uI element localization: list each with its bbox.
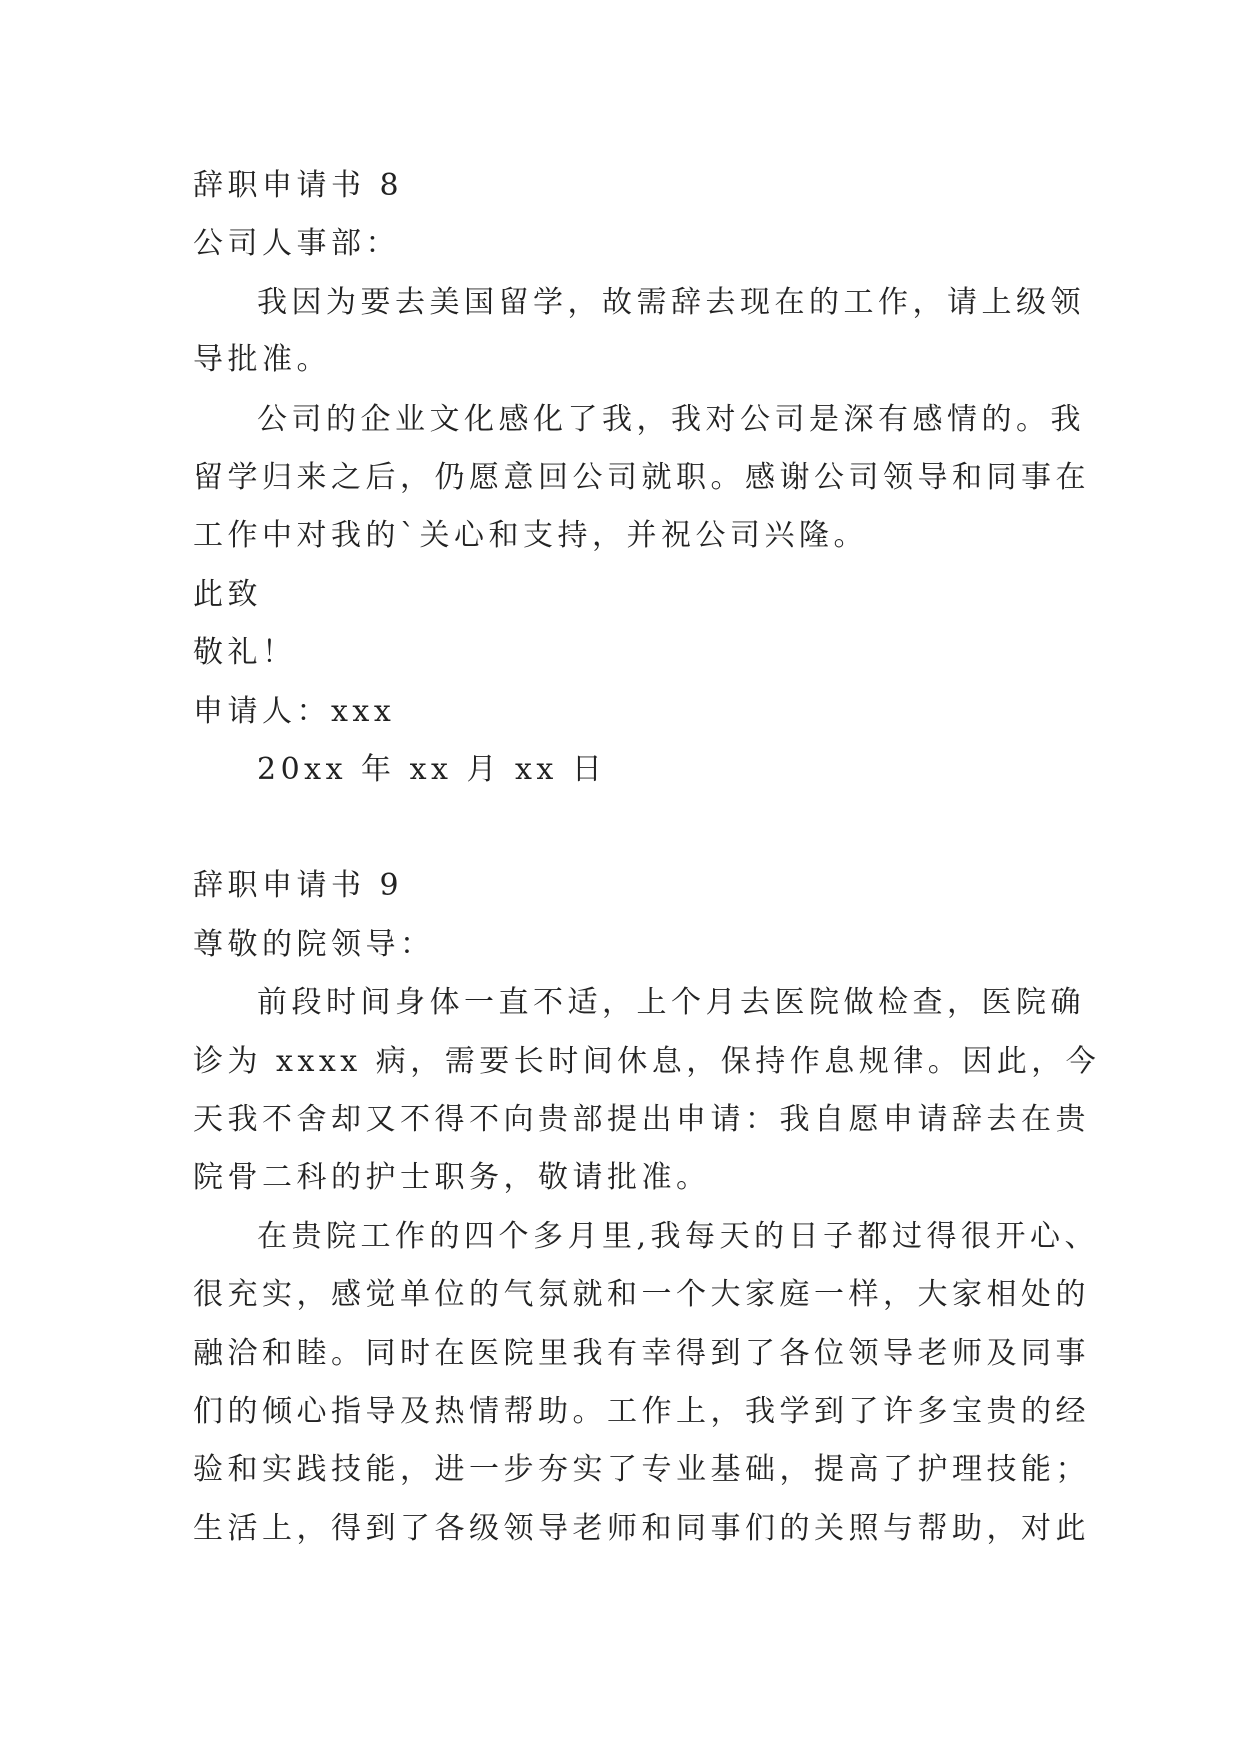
letter-2-paragraph-1-line: 天我不舍却又不得不向贵部提出申请：我自愿申请辞去在贵 — [193, 1102, 1090, 1137]
letter-1-paragraph-1-line: 导批准。 — [193, 342, 331, 377]
letter-1-regards: 敬礼！ — [193, 635, 297, 670]
letter-1-paragraph-2-line: 工作中对我的`关心和支持，并祝公司兴隆。 — [193, 518, 868, 553]
letter-1-applicant: 申请人：xxx — [193, 694, 396, 729]
letter-2-paragraph-2-line: 在贵院工作的四个多月里,我每天的日子都过得很开心、 — [257, 1219, 1100, 1254]
letter-2-paragraph-1-line: 前段时间身体一直不适，上个月去医院做检查，医院确 — [257, 985, 1085, 1020]
letter-1-paragraph-2-line: 公司的企业文化感化了我，我对公司是深有感情的。我 — [257, 402, 1085, 437]
letter-2-paragraph-1-line: 诊为 xxxx 病，需要长时间休息，保持作息规律。因此，今 — [193, 1044, 1101, 1079]
letter-2-salutation: 尊敬的院领导： — [193, 927, 435, 962]
letter-2-title: 辞职申请书 9 — [193, 868, 404, 903]
letter-1-closing: 此致 — [193, 577, 262, 612]
letter-2-paragraph-2-line: 们的倾心指导及热情帮助。工作上，我学到了许多宝贵的经 — [193, 1394, 1090, 1429]
letter-1-title: 辞职申请书 8 — [193, 168, 404, 203]
letter-1-paragraph-2-line: 留学归来之后，仍愿意回公司就职。感谢公司领导和同事在 — [193, 460, 1090, 495]
letter-2-paragraph-2-line: 验和实践技能，进一步夯实了专业基础，提高了护理技能； — [193, 1452, 1090, 1487]
letter-1-paragraph-1-line: 我因为要去美国留学，故需辞去现在的工作，请上级领 — [257, 285, 1085, 320]
letter-2-paragraph-1-line: 院骨二科的护士职务，敬请批准。 — [193, 1160, 711, 1195]
letter-2-paragraph-2-line: 很充实，感觉单位的气氛就和一个大家庭一样，大家相处的 — [193, 1277, 1090, 1312]
letter-2-paragraph-2-line: 融洽和睦。同时在医院里我有幸得到了各位领导老师及同事 — [193, 1336, 1090, 1371]
letter-1-salutation: 公司人事部： — [193, 226, 400, 261]
letter-1-date: 20xx 年 xx 月 xx 日 — [257, 752, 607, 787]
letter-2-paragraph-2-line: 生活上，得到了各级领导老师和同事们的关照与帮助，对此 — [193, 1511, 1090, 1546]
